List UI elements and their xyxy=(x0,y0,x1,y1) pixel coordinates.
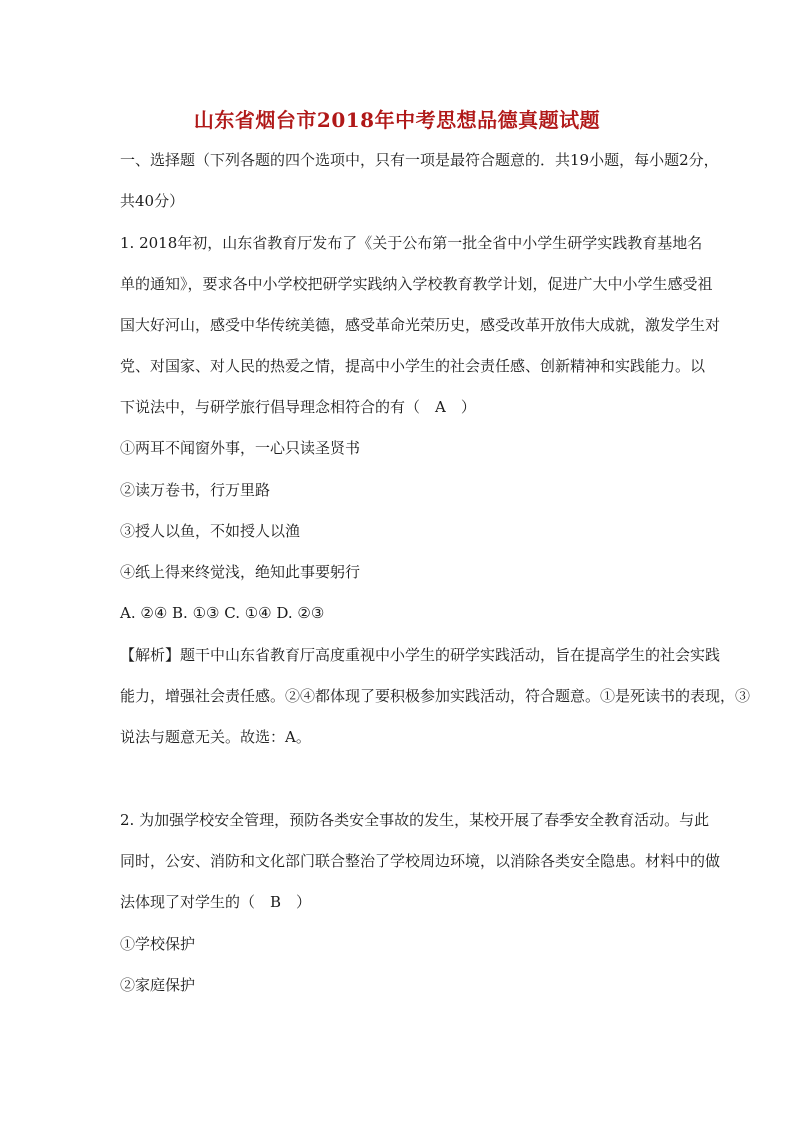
q1-stem-line-4: 党、对国家、对人民的热爱之情，提高中小学生的社会责任感、创新精神和实践能力。以 xyxy=(120,357,706,375)
q1-analysis-line-1: 【解析】题干中山东省教育厅高度重视中小学生的研学实践活动，旨在提高学生的社会实践 xyxy=(120,646,721,664)
q1-stem-line-2: 单的通知》，要求各中小学校把研学实践纳入学校教育教学计划，促进广大中小学生感受祖 xyxy=(120,275,713,293)
section-heading-line-2: 共40分） xyxy=(120,192,185,210)
q1-option-2: ②读万卷书，行万里路 xyxy=(120,481,271,499)
section-heading-line-1: 一、选择题（下列各题的四个选项中，只有一项是最符合题意的．共19小题，每小题2分， xyxy=(120,151,719,169)
q1-analysis-line-2: 能力，增强社会责任感。②④都体现了要积极参加实践活动，符合题意。①是死读书的表现，③ xyxy=(120,687,751,705)
q1-analysis-line-3: 说法与题意无关。故选：A。 xyxy=(120,728,311,746)
page-title: 山东省烟台市2018年中考思想品德真题试题 xyxy=(193,108,601,132)
q1-stem-line-3: 国大好河山，感受中华传统美德，感受革命光荣历史，感受改革开放伟大成就，激发学生对 xyxy=(120,316,721,334)
q1-answer-choices: A. ②④ B. ①③ C. ①④ D. ②③ xyxy=(120,604,325,622)
q2-stem-line-1: 2. 为加强学校安全管理，预防各类安全事故的发生，某校开展了春季安全教育活动。与此 xyxy=(120,811,710,829)
q1-stem-line-1: 1. 2018年初，山东省教育厅发布了《关于公布第一批全省中小学生研学实践教育基地名 xyxy=(120,234,703,252)
q2-option-2: ②家庭保护 xyxy=(120,976,196,994)
q1-option-3: ③授人以鱼，不如授人以渔 xyxy=(120,522,301,540)
q2-stem-line-2: 同时，公安、消防和文化部门联合整治了学校周边环境，以消除各类安全隐患。材料中的做 xyxy=(120,852,721,870)
q1-option-1: ①两耳不闻窗外事，一心只读圣贤书 xyxy=(120,439,361,457)
q1-stem-line-5: 下说法中，与研学旅行倡导理念相符合的有（ A ） xyxy=(120,398,476,416)
q1-option-4: ④纸上得来终觉浅，绝知此事要躬行 xyxy=(120,563,361,581)
q2-stem-line-3: 法体现了对学生的（ B ） xyxy=(120,893,312,911)
q2-option-1: ①学校保护 xyxy=(120,935,196,953)
